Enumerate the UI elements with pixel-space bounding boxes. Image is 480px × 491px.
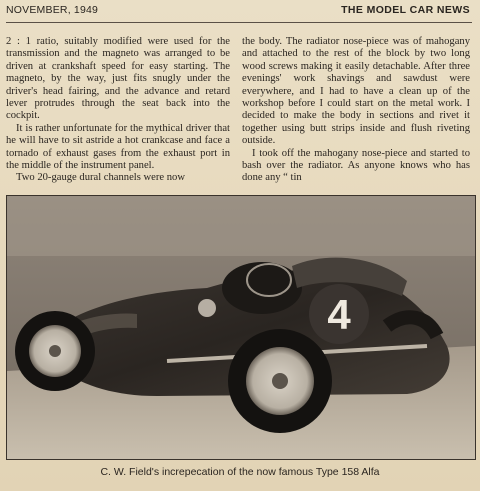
paragraph: the body. The radiator nose-piece was of mahogany and attached to the rest of the block by two long wood screws making it easily detachable. After three evenings' work shavings and sawdust were everywhere, and I had to have a clean up of the workshop before I could start on the metal work. I decided to make the body in sections and rivet it together using butt strips inside and flush riveting outside.	[242, 36, 470, 147]
paragraph: I took off the mahogany nose-piece and started to bash over the radiator. As anyone knows who has done any “ tin	[242, 147, 470, 184]
header-rule	[6, 22, 472, 23]
issue-date: NOVEMBER, 1949	[6, 4, 99, 16]
photo-caption: C. W. Field's increpecation of the now famous Type 158 Alfa	[100, 466, 380, 478]
race-number: 4	[327, 291, 351, 338]
article-column-left	[6, 36, 230, 185]
article-column-right	[242, 36, 470, 185]
running-header	[6, 4, 470, 18]
paragraph: Two 20-gauge dural channels were now	[16, 172, 185, 184]
paragraph: It is rather unfortunate for the mythical driver that he will have to sit astride a hot crankcase and face a tornado of exhaust gases from the exhaust port in the middle of the instrument panel.	[6, 122, 230, 172]
race-car-photo	[6, 195, 476, 460]
publication-title: THE MODEL CAR NEWS	[341, 4, 470, 16]
paragraph: 2 : 1 ratio, suitably modified were used for the transmission and the magneto was arranged to be driven at crankshaft speed for easy starting. The magneto, by the way, just fits snugly under the driver's head fairing, and the advance and retard lever protrudes through the seat back into the cockpit.	[6, 36, 230, 122]
